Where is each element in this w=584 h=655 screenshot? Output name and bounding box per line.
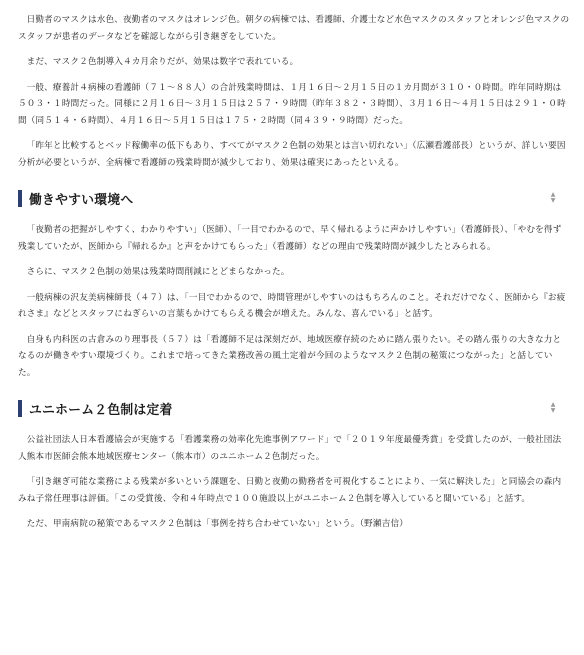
heading-accent-bar bbox=[18, 190, 22, 207]
section-title: ユニホーム２色制は定着 bbox=[29, 402, 173, 418]
paragraph: ただ、甲南病院の秘策であるマスク２色制は「事例を持ち合わせていない」という。（野瀬吉信） bbox=[26, 519, 408, 529]
heading-accent-bar bbox=[18, 400, 22, 417]
paragraph: 「引き継ぎ可能な業務による残業が多いという課題を、日勤と夜勤の勤務者を可視化することにより、一気に解決した」と同協会の森内みね子常任理事は評価。「この受賞後、令和４年時点で１００施設以上がユニホーム２色制を導入していると聞いている」と話す。 bbox=[18, 477, 562, 504]
paragraph: 自身も内科医の古倉みのり理事長（５７）は「看護師不足は深刻だが、地域医療存続のために踏ん張りたい。その踏ん張りの大きな力となるのが働きやすい環境づくり。これまで培ってきた業務改善の風土定着が今回のようなマスク２色制の秘策につながった」と話していた。 bbox=[18, 334, 562, 378]
section-heading-uniform bbox=[18, 398, 570, 418]
sort-arrows-icon[interactable]: ▲ ▼ bbox=[550, 401, 556, 414]
paragraph: 「昨年と比較するとベッド稼働率の低下もあり、すべてがマスク２色制の効果とは言い切れない」（広瀬看護部長）というが、詳しい要因分析が必要というが、全病棟で看護師の残業時間が減少しており、効果は確実にあったといえる。 bbox=[18, 141, 566, 168]
section-title: 働きやすい環境へ bbox=[29, 192, 134, 208]
paragraph: 公益社団法人日本看護協会が実施する「看護業務の効率化先進事例アワード」で「２０１９年度最優秀賞」を受賞したのが、一般社団法人熊本市医師会熊本地域医療センター（熊本市）のユニホーム２色制だった。 bbox=[18, 435, 562, 462]
paragraph: 「夜勤者の把握がしやすく、わかりやすい」（医師）、「一目でわかるので、早く帰れるように声かけしやすい」（看護師長）、「やむを得ず残業していたが、医師から『帰れるか』と声をかけてもらった」（看護師）などの理由で残業時間が減少したとみられる。 bbox=[18, 225, 562, 252]
paragraph: まだ、マスク２色制導入４カ月余りだが、効果は数字で表れている。 bbox=[26, 57, 299, 67]
paragraph: 一般病棟の沢友美病棟師長（４７）は、「一目でわかるので、時間管理がしやすいのはもちろんのこと。それだけでなく、医師から『お疲れさま』などとスタッフにねぎらいの言葉もかけてもらえる機会が増えた。みんな、喜んでいる」と話す。 bbox=[18, 292, 566, 319]
paragraph: 一般、療養計４病棟の看護師（７１〜８８人）の合計残業時間は、１月１６日〜２月１５日の１カ月間が３１０・０時間。昨年同時期は５０３・１時間だった。同様に２月１６日〜３月１５日は２５７・９時間（昨年３８２・３時間）、３月１６日〜４月１５日は２９１・０時間（同５１４・６時間）、４月１６日〜５月１５日は１７５・２時間（同４３９・９時間）だった。 bbox=[18, 82, 566, 126]
sort-arrows-icon[interactable]: ▲ ▼ bbox=[550, 191, 556, 204]
paragraph: さらに、マスク２色制の効果は残業時間削減にとどまらなかった。 bbox=[26, 267, 290, 277]
section-heading-work-environment bbox=[18, 188, 570, 208]
paragraph: 日勤者のマスクは水色、夜勤者のマスクはオレンジ色。朝夕の病棟では、看護師、介護士など水色マスクのスタッフとオレンジ色マスクのスタッフが患者のデータなどを確認しながら引き継ぎをしていた。 bbox=[18, 15, 570, 42]
